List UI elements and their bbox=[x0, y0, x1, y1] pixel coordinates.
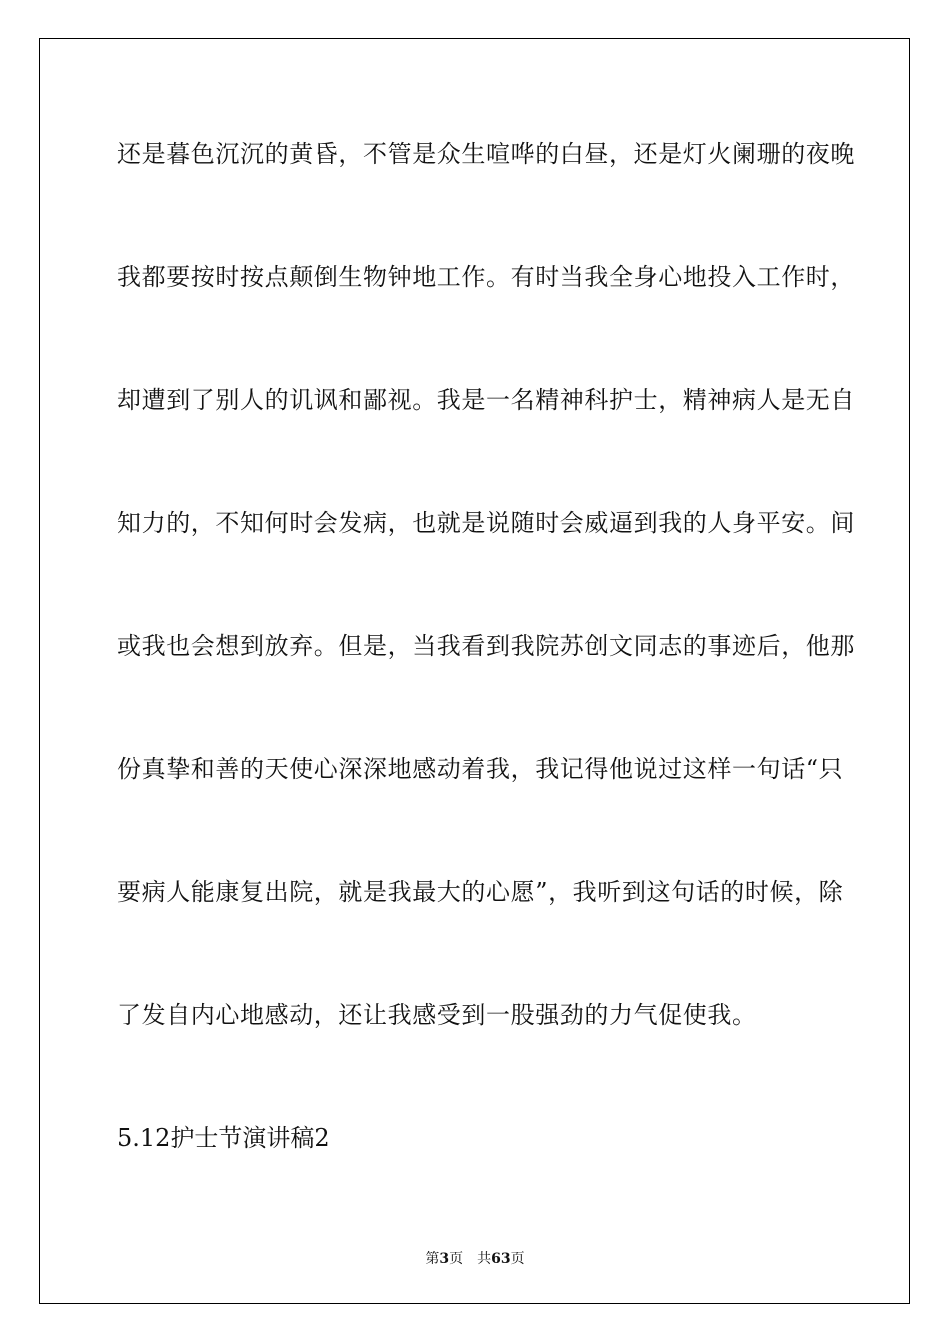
page-prefix: 第 bbox=[425, 1251, 440, 1267]
total-prefix: 共 bbox=[477, 1251, 492, 1267]
page-number: 3 bbox=[439, 1251, 450, 1267]
total-pages: 63 bbox=[491, 1251, 511, 1267]
page-border bbox=[39, 38, 910, 1304]
page-footer bbox=[0, 1248, 950, 1268]
body-text-line-2: 我都要按时按点颠倒生物钟地工作。有时当我全身心地投入工作时， bbox=[117, 263, 855, 291]
body-text-line-5: 或我也会想到放弃。但是，当我看到我院苏创文同志的事迹后，他那 bbox=[117, 632, 855, 660]
total-suffix: 页 bbox=[510, 1251, 525, 1267]
body-text-line-3: 却遭到了别人的讥讽和鄙视。我是一名精神科护士，精神病人是无自 bbox=[117, 386, 855, 414]
body-text-line-6: 份真挚和善的天使心深深地感动着我，我记得他说过这样一句话“只 bbox=[117, 755, 844, 783]
section-heading: 5.12护士节演讲稿2 bbox=[117, 1124, 330, 1152]
page-suffix: 页 bbox=[449, 1251, 464, 1267]
body-text-line-8: 了发自内心地感动，还让我感受到一股强劲的力气促使我。 bbox=[117, 1001, 757, 1029]
body-text-line-1: 还是暮色沉沉的黄昏，不管是众生喧哗的白昼，还是灯火阑珊的夜晚 bbox=[117, 140, 855, 168]
body-text-line-7: 要病人能康复出院，就是我最大的心愿”，我听到这句话的时候，除 bbox=[117, 878, 844, 906]
body-text-line-4: 知力的，不知何时会发病，也就是说随时会威逼到我的人身平安。间 bbox=[117, 509, 855, 537]
